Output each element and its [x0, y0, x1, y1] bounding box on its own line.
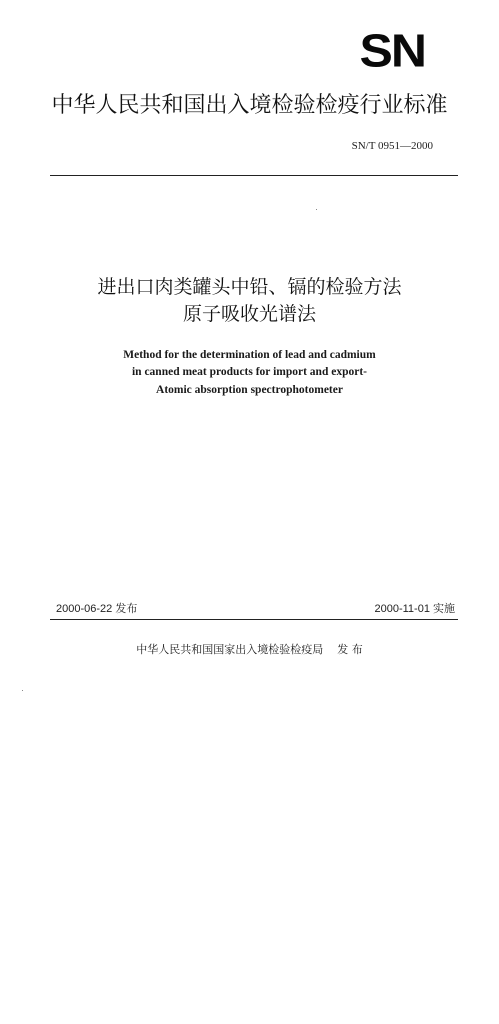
document-title-cn-line2: 原子吸收光谱法 [182, 303, 316, 325]
implementation-date: 2000-11-01 实施 [374, 603, 455, 615]
publisher-line [0, 643, 499, 657]
scan-speck [22, 690, 23, 691]
standard-number: SN/T 0951—2000 [351, 140, 433, 152]
publisher-action: 发 布 [337, 643, 363, 656]
issue-date: 2000-06-22 发布 [56, 603, 138, 615]
document-title-en-line1: Method for the determination of lead and cadmium [123, 349, 376, 361]
issuing-authority-title: 中华人民共和国出入境检验检疫行业标准 [51, 93, 448, 118]
sn-logo: SN [359, 25, 425, 77]
scan-speck [316, 209, 317, 210]
document-title-en-line2: in canned meat products for import and export- [131, 366, 367, 378]
publisher-name: 中华人民共和国国家出入境检验检疫局 [136, 643, 324, 656]
bottom-divider [50, 619, 458, 620]
document-title-en-line3: Atomic absorption spectrophotometer [156, 384, 343, 396]
document-title-cn-line1: 进出口肉类罐头中铅、镉的检验方法 [97, 276, 402, 298]
top-divider [50, 175, 458, 176]
